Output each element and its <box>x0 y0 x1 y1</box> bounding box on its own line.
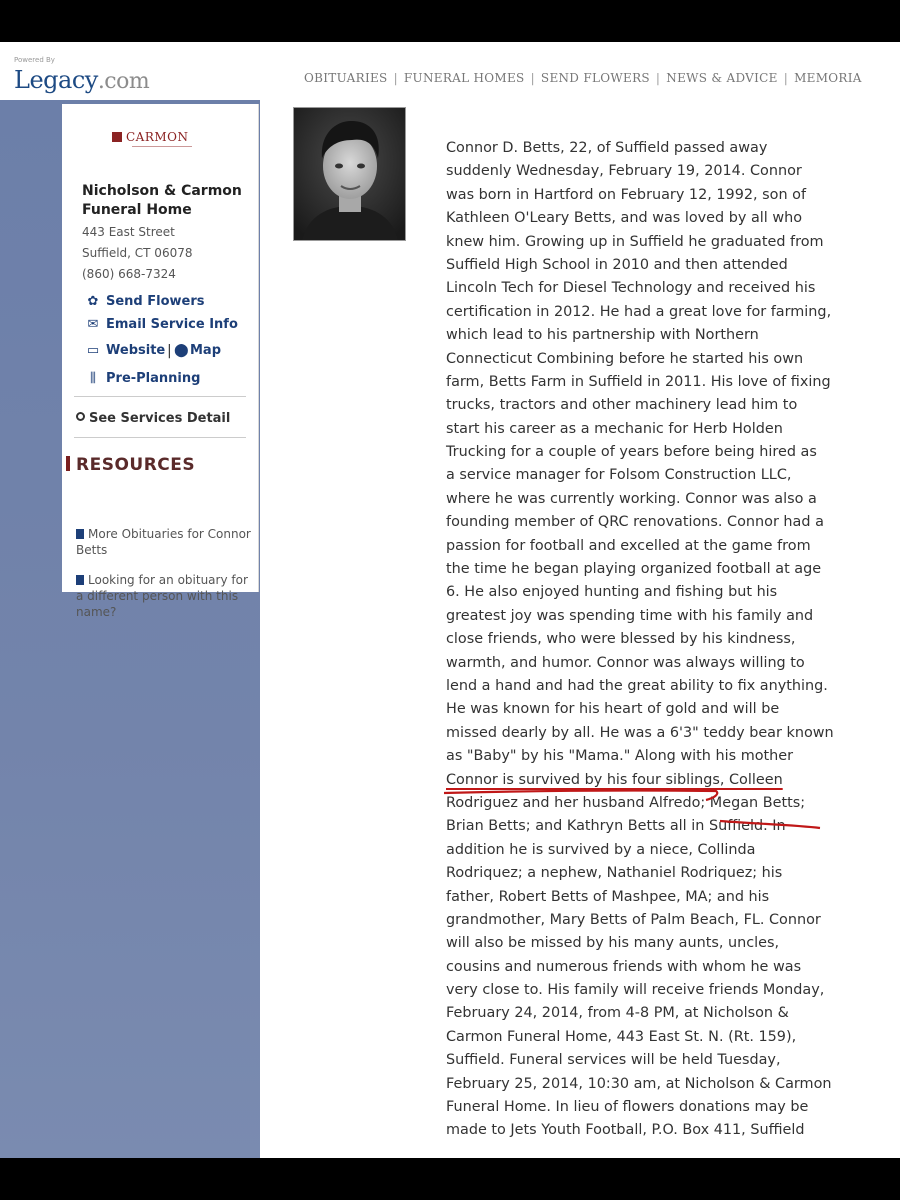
obituary-line: close friends, who were blessed by his kindness, <box>446 631 796 648</box>
obituary-line: very close to. His family will receive friends Monday, <box>446 982 825 999</box>
obituary-line: Carmon Funeral Home, 443 East St. N. (Rt. 159), <box>446 1028 797 1045</box>
obituary-line: Connecticut Combining before he started his own <box>446 350 804 367</box>
top-nav: OBITUARIES | FUNERAL HOMES | SEND FLOWERS | NEWS & ADVICE | MEMORIA <box>304 71 862 85</box>
resource-label: More Obituaries for Connor Betts <box>76 527 251 557</box>
resource-label: Looking for an obituary for a different person with this name? <box>76 573 248 619</box>
document-icon <box>76 575 84 585</box>
obituary-line: Suffield. Funeral services will be held Tuesday, <box>446 1052 781 1069</box>
pre-planning-label: Pre-Planning <box>106 371 201 386</box>
obituary-line: Suffield High School in 2010 and then attended <box>446 256 788 273</box>
circle-icon <box>76 412 85 421</box>
obituary-line: Brian Betts; and Kathryn Betts all in Suffield. In <box>446 818 786 835</box>
obituary-line: Trucking for a couple of years before being hired as <box>446 444 817 461</box>
obituary-line: lend a hand and had the great ability to fix anything. <box>446 677 828 694</box>
funeral-home-name[interactable]: Nicholson & Carmon Funeral Home <box>82 183 242 218</box>
portrait-image <box>294 108 405 240</box>
funeral-home-logo <box>112 130 189 144</box>
link-separator: | <box>167 343 172 359</box>
see-services-detail-link[interactable] <box>76 411 230 426</box>
obituary-line: founding member of QRC renovations. Connor had a <box>446 514 824 531</box>
divider <box>74 396 246 397</box>
obituary-line: Kathleen O'Leary Betts, and was loved by all who <box>446 210 803 227</box>
obituary-line: farm, Betts Farm in Suffield in 2011. His love of fixing <box>446 373 831 390</box>
planning-icon: ⫼ <box>90 371 96 386</box>
logo-domain: .com <box>97 69 150 94</box>
address-line-2: Suffield, CT 06078 <box>82 246 193 260</box>
obituary-line: father, Robert Betts of Mashpee, MA; and his <box>446 888 770 905</box>
obituary-line: missed dearly by all. He was a 6'3" teddy bear known <box>446 724 834 741</box>
send-flowers-label: Send Flowers <box>106 294 205 309</box>
address-line-1: 443 East Street <box>82 225 175 239</box>
obituary-line: grandmother, Mary Betts of Palm Beach, FL. Connor <box>446 911 821 928</box>
obituary-line: will also be missed by his many aunts, uncles, <box>446 935 780 952</box>
obituary-line: greatest joy was spending time with his family and <box>446 607 814 624</box>
send-flowers-link[interactable] <box>84 294 205 309</box>
services-detail-label: See Services Detail <box>89 411 231 426</box>
obituary-line: which lead to his partnership with Northern <box>446 327 759 344</box>
obituary-line: the time he began playing organized football at age <box>446 561 822 578</box>
obituary-line: Rodriguez and her husband Alfredo; Megan Betts; <box>446 794 806 811</box>
obituary-line: He was known for his heart of gold and will be <box>446 701 780 718</box>
obituary-line: was born in Hartford on February 12, 1992, son of <box>446 186 807 203</box>
site-header <box>0 42 900 100</box>
obituary-line: made to Jets Youth Football, P.O. Box 411, Suffield <box>446 1122 805 1139</box>
obituary-line: start his career as a mechanic for Herb Holden <box>446 420 783 437</box>
email-service-label: Email Service Info <box>106 317 238 332</box>
obituary-line: a service manager for Folsom Construction LLC, <box>446 467 792 484</box>
obituary-line: passion for football and excelled at the game from <box>446 537 811 554</box>
heading-bar <box>66 456 70 471</box>
document-icon <box>76 529 84 539</box>
funeral-home-logo-text: CARMON <box>126 130 189 144</box>
map-pin-icon: ⬤ <box>174 343 189 358</box>
nav-news-advice[interactable]: NEWS & ADVICE <box>666 71 778 85</box>
screen <box>0 42 900 1158</box>
resource-different-person[interactable] <box>76 572 256 620</box>
obituary-line: trucks, tractors and other machinery lead him to <box>446 397 798 414</box>
funeral-home-card <box>62 104 259 619</box>
obituary-line: February 25, 2014, 10:30 am, at Nicholson & Carmon <box>446 1075 832 1092</box>
logo-main: Legacy <box>14 66 98 94</box>
obituary-line: Funeral Home. In lieu of flowers donations may be <box>446 1099 809 1116</box>
obituary-line: warmth, and humor. Connor was always willing to <box>446 654 805 671</box>
obituary-line: Rodriquez; a nephew, Nathaniel Rodriquez; his <box>446 865 783 882</box>
obituary-line: suddenly Wednesday, February 19, 2014. Connor <box>446 163 802 180</box>
powered-by-label: Powered By <box>14 56 55 64</box>
obituary-line: Lincoln Tech for Diesel Technology and received his <box>446 280 816 297</box>
monitor-icon: ▭ <box>86 343 100 358</box>
website-label: Website <box>106 343 166 358</box>
nav-memorial[interactable]: MEMORIA <box>794 71 862 85</box>
obituary-line: addition he is survived by a niece, Collinda <box>446 841 756 858</box>
portrait-photo <box>293 107 406 241</box>
website-link[interactable] <box>84 343 165 358</box>
divider <box>74 437 246 438</box>
nav-obituaries[interactable]: OBITUARIES <box>304 71 388 85</box>
resources-heading <box>66 455 195 475</box>
email-service-info-link[interactable] <box>84 317 238 332</box>
pre-planning-link[interactable] <box>84 371 200 386</box>
resource-more-obituaries[interactable] <box>76 526 256 558</box>
obituary-line: as "Baby" by his "Mama." Along with his mother <box>446 748 794 765</box>
envelope-icon: ✉ <box>87 317 99 332</box>
obituary-line: where he was currently working. Connor was also a <box>446 490 817 507</box>
obituary-line: knew him. Growing up in Suffield he graduated from <box>446 233 824 250</box>
obituary-text <box>446 137 841 1143</box>
obituary-line: Connor D. Betts, 22, of Suffield passed away <box>446 140 768 156</box>
logo-mark-icon <box>112 132 122 142</box>
map-link[interactable] <box>174 343 221 358</box>
nav-funeral-homes[interactable]: FUNERAL HOMES <box>403 71 525 85</box>
obituary-line: February 24, 2014, from 4-8 PM, at Nicholson & <box>446 1005 789 1022</box>
obituary-line: cousins and numerous friends with whom he was <box>446 958 802 975</box>
phone-number[interactable]: (860) 668-7324 <box>82 267 176 281</box>
nav-send-flowers[interactable]: SEND FLOWERS <box>540 71 650 85</box>
obituary-line: 6. He also enjoyed hunting and fishing but his <box>446 584 778 601</box>
map-label: Map <box>190 343 222 358</box>
resources-title: RESOURCES <box>76 455 196 475</box>
legacy-logo[interactable] <box>14 66 149 94</box>
obituary-line-underlined: Connor is survived by his four siblings, Colleen <box>446 771 783 788</box>
obituary-line: certification in 2012. He had a great love for farming, <box>446 303 832 320</box>
logo-underline <box>132 146 192 149</box>
flower-icon: ✿ <box>87 294 99 309</box>
